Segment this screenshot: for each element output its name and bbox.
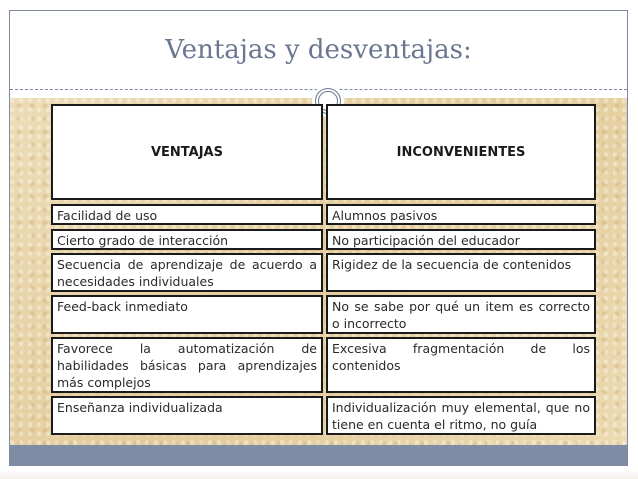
table-cell-inconveniente: Alumnos pasivos: [326, 204, 596, 225]
table-cell-ventaja: Feed-back inmediato: [51, 295, 323, 334]
page-bottom-edge: [0, 470, 638, 479]
header-ventajas: VENTAJAS: [51, 104, 323, 200]
table-cell-ventaja: Favorece la automatización de habilidades básicas para aprendizajes más complejos: [51, 337, 323, 393]
slide-title: Ventajas y desventajas:: [165, 35, 472, 65]
table-cell-inconveniente: No participación del educador: [326, 229, 596, 250]
table-cell-ventaja: Secuencia de aprendizaje de acuerdo a necesidades individuales: [51, 253, 323, 292]
table-cell-ventaja: Facilidad de uso: [51, 204, 323, 225]
table-cell-inconveniente: Individualización muy elemental, que no tiene en cuenta el ritmo, no guía: [326, 396, 596, 435]
footer-band: [10, 445, 627, 466]
table-cell-inconveniente: Rigidez de la secuencia de contenidos: [326, 253, 596, 292]
table-cell-ventaja: Enseñanza individualizada: [51, 396, 323, 435]
header-inconvenientes: INCONVENIENTES: [326, 104, 596, 200]
table-cell-inconveniente: No se sabe por qué un item es correcto o incorrecto: [326, 295, 596, 334]
table-cell-ventaja: Cierto grado de interacción: [51, 229, 323, 250]
table-cell-inconveniente: Excesiva fragmentación de los contenidos: [326, 337, 596, 393]
